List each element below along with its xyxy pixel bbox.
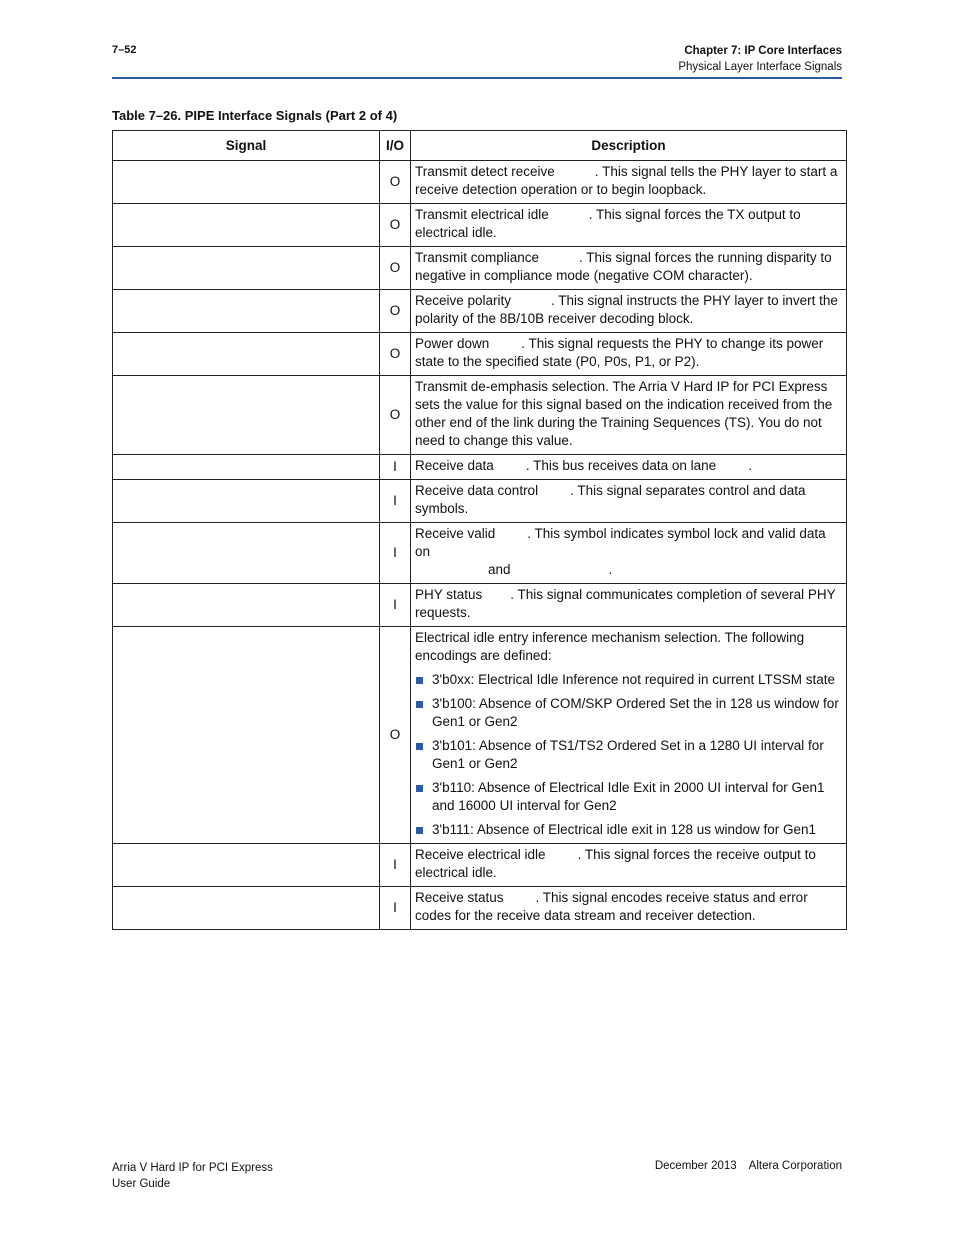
column-header-description: Description <box>411 131 847 161</box>
description-text: Electrical idle entry inference mechanism selection. The following encodings are defined: <box>415 630 805 663</box>
list-item: 3'b100: Absence of COM/SKP Ordered Set the in 128 us window for Gen1 or Gen2 <box>415 695 841 731</box>
description-cell <box>411 247 847 290</box>
encoding-list <box>415 671 841 839</box>
signal-cell <box>113 333 380 376</box>
table-row <box>113 376 847 455</box>
column-header-signal: Signal <box>113 131 380 161</box>
table-row <box>113 627 847 844</box>
page-number: 7–52 <box>112 44 137 56</box>
signal-cell <box>113 480 380 523</box>
description-text: . This signal forces the TX output to electrical idle. <box>415 207 801 240</box>
description-cell <box>411 161 847 204</box>
signal-cell <box>113 455 380 480</box>
description-text: . <box>608 562 613 577</box>
description-text: Receive status <box>415 890 504 905</box>
description-cell <box>411 887 847 930</box>
io-cell: I <box>380 480 411 523</box>
description-text: . This signal tells the PHY layer to start a receive detection operation or to begin loopback. <box>415 164 838 197</box>
table-row <box>113 480 847 523</box>
signal-cell <box>113 376 380 455</box>
io-cell: O <box>380 290 411 333</box>
description-text: Transmit detect receive <box>415 164 555 179</box>
table-row <box>113 887 847 930</box>
description-text: Transmit electrical idle <box>415 207 549 222</box>
table-row <box>113 844 847 887</box>
description-text: Receive electrical idle <box>415 847 546 862</box>
description-text: PHY status <box>415 587 483 602</box>
io-cell: I <box>380 523 411 584</box>
description-text: Power down <box>415 336 490 351</box>
list-item: 3'b111: Absence of Electrical idle exit in 128 us window for Gen1 <box>415 821 841 839</box>
table-row <box>113 333 847 376</box>
signal-cell <box>113 290 380 333</box>
description-text: . This signal requests the PHY to change its power state to the specified state (P0, P0s, P1, or P2). <box>415 336 824 369</box>
description-cell <box>411 584 847 627</box>
list-item: 3'b101: Absence of TS1/TS2 Ordered Set in a 1280 UI interval for Gen1 or Gen2 <box>415 737 841 773</box>
description-text: . This bus receives data on lane <box>525 458 717 473</box>
io-cell: O <box>380 204 411 247</box>
table-row <box>113 161 847 204</box>
description-text: . This symbol indicates symbol lock and valid data on <box>415 526 826 559</box>
io-cell: I <box>380 455 411 480</box>
description-cell <box>411 844 847 887</box>
footer-publication-info <box>655 1160 842 1172</box>
section-title: Physical Layer Interface Signals <box>678 61 842 73</box>
table-row <box>113 523 847 584</box>
description-text: . <box>748 458 752 473</box>
signal-cell <box>113 584 380 627</box>
io-cell: O <box>380 333 411 376</box>
description-text: . This signal encodes receive status and error codes for the receive data stream and receiver detection. <box>415 890 808 923</box>
description-cell <box>411 455 847 480</box>
description-text: . This signal communicates completion of several PHY requests. <box>415 587 836 620</box>
description-text: Receive valid <box>415 526 496 541</box>
footer-document-title <box>112 1160 273 1192</box>
signal-cell <box>113 523 380 584</box>
table-caption: Table 7–26. PIPE Interface Signals (Part 2 of 4) <box>112 108 398 123</box>
io-cell: I <box>380 844 411 887</box>
description-cell: Transmit de-emphasis selection. The Arria V Hard IP for PCI Express sets the value for this signal based on the indication received from the other end of the link during the Training Sequences (TS). You do not need to change this value. <box>411 376 847 455</box>
description-text: Transmit compliance <box>415 250 540 265</box>
header-rule <box>112 77 842 79</box>
description-cell <box>411 204 847 247</box>
io-cell: I <box>380 887 411 930</box>
signal-cell <box>113 627 380 844</box>
signal-cell <box>113 161 380 204</box>
table-header-row <box>113 131 847 161</box>
table-row <box>113 290 847 333</box>
document-title: Arria V Hard IP for PCI Express <box>112 1162 273 1174</box>
chapter-title: Chapter 7: IP Core Interfaces <box>684 45 842 57</box>
list-item: 3'b110: Absence of Electrical Idle Exit in 2000 UI interval for Gen1 and 16000 UI interval for Gen2 <box>415 779 841 815</box>
table-row <box>113 204 847 247</box>
table-row <box>113 584 847 627</box>
description-cell <box>411 627 847 844</box>
description-cell <box>411 523 847 584</box>
io-cell: O <box>380 627 411 844</box>
table-row <box>113 247 847 290</box>
description-text: . This signal instructs the PHY layer to invert the polarity of the 8B/10B receiver decoding block. <box>415 293 838 326</box>
description-text: Receive data <box>415 458 494 473</box>
running-header <box>678 43 842 75</box>
description-text: Receive polarity <box>415 293 512 308</box>
pipe-signals-table <box>112 130 847 930</box>
list-item: 3'b0xx: Electrical Idle Inference not required in current LTSSM state <box>415 671 841 689</box>
description-text: Receive data control <box>415 483 539 498</box>
company-name: Altera Corporation <box>748 1160 842 1172</box>
io-cell: O <box>380 247 411 290</box>
signal-cell <box>113 247 380 290</box>
description-text: . This signal forces the receive output to electrical idle. <box>415 847 816 880</box>
document-subtitle: User Guide <box>112 1178 171 1190</box>
table-row <box>113 455 847 480</box>
description-text: and <box>488 562 511 577</box>
io-cell: O <box>380 161 411 204</box>
description-text: . This signal forces the running disparity to negative in compliance mode (negative COM character). <box>415 250 832 283</box>
description-cell <box>411 480 847 523</box>
description-text: . This signal separates control and data symbols. <box>415 483 806 516</box>
signal-cell <box>113 844 380 887</box>
description-cell <box>411 290 847 333</box>
publication-date: December 2013 <box>654 1160 737 1172</box>
signal-cell <box>113 887 380 930</box>
signal-cell <box>113 204 380 247</box>
io-cell: I <box>380 584 411 627</box>
column-header-io: I/O <box>380 131 411 161</box>
io-cell: O <box>380 376 411 455</box>
description-cell <box>411 333 847 376</box>
